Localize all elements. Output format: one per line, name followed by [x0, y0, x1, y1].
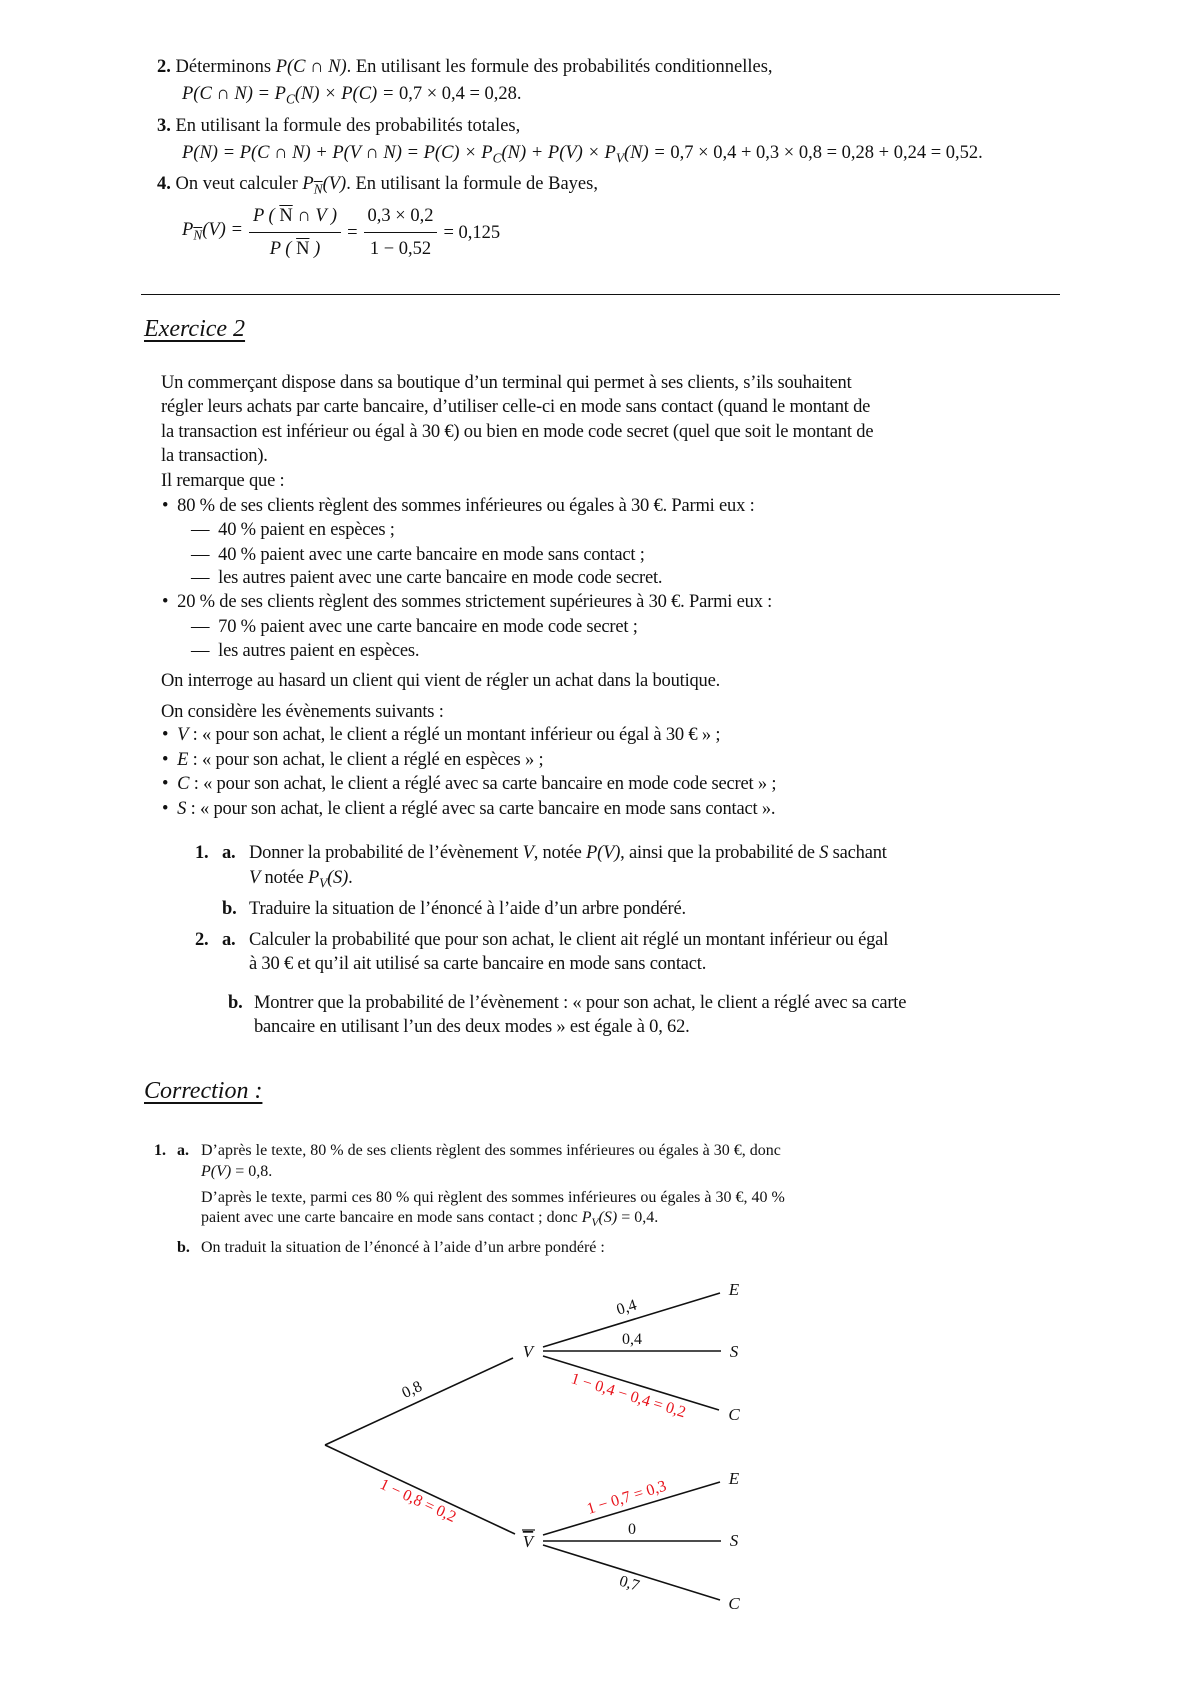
- text-segment: sachant: [828, 843, 887, 863]
- event-text: : « pour son achat, le client a réglé en espèces » ;: [188, 750, 544, 770]
- exercise-title: Exercice 2: [144, 316, 246, 342]
- bayes-den-2: 1 − 0,52: [369, 239, 432, 259]
- math-text: (S): [327, 868, 349, 888]
- math-text: V: [522, 843, 534, 863]
- math-text: P: [182, 219, 194, 240]
- text-segment: 2.: [157, 57, 176, 77]
- node-C: C: [728, 1405, 740, 1424]
- math-text: P: [581, 1209, 592, 1226]
- math-subscript: N: [193, 227, 203, 243]
- math-text: (S): [598, 1209, 618, 1226]
- weight-root-Vbar: 1 − 0,8 = 0,2: [377, 1475, 459, 1526]
- text-segment: On veut calculer: [175, 174, 303, 194]
- math-subscript: V: [591, 1217, 599, 1230]
- event-text: : « pour son achat, le client a réglé avec sa carte bancaire en mode sans contact ».: [186, 799, 776, 819]
- text-segment: , notée: [533, 843, 587, 863]
- weight-Vbar-C: 0,7: [617, 1572, 642, 1595]
- text-segment: = 0,8.: [231, 1163, 273, 1180]
- event-item: • E : « pour son achat, le client a réglé en espèces » ;: [162, 750, 544, 770]
- text-segment: 3.: [157, 116, 176, 136]
- text-segment: .: [348, 868, 353, 888]
- dash-text: 70 % paient avec une carte bancaire en mode code secret ;: [218, 617, 638, 637]
- node-S: S: [729, 1531, 739, 1550]
- text-segment: $\overline{N}$: [296, 239, 310, 259]
- weight-V-C: 1 − 0,4 − 0,4 = 0,2: [568, 1370, 688, 1422]
- para-line: la transaction).: [161, 446, 268, 466]
- text-segment: En utilisant la formule des probabilités totales,: [175, 116, 521, 136]
- event-item: • V : « pour son achat, le client a réglé un montant inférieur ou égal à 30 € » ;: [162, 725, 721, 745]
- dash-icon: —: [191, 617, 219, 637]
- event-item: • S : « pour son achat, le client a réglé avec sa carte bancaire en mode sans contact ».: [162, 799, 776, 819]
- para-line: la transaction est inférieur ou égal à 30 €) ou bien en mode code secret (quel que soit le montant de: [161, 422, 874, 442]
- math-text: P(C ∩ N) = P: [182, 84, 286, 104]
- weight-V-S: 0,4: [622, 1331, 642, 1348]
- q2b-text: bancaire en utilisant l’un des deux modes » est égale à 0, 62.: [254, 1017, 690, 1037]
- branch-root-Vbar: [325, 1445, 515, 1534]
- correction-number: 1.: [154, 1142, 166, 1159]
- math-text: ): [309, 239, 321, 259]
- event-text: : « pour son achat, le client a réglé avec sa carte bancaire en mode code secret » ;: [189, 774, 777, 794]
- text-segment: 4.: [157, 174, 176, 194]
- q1a-label: a.: [222, 843, 236, 863]
- remark: Il remarque que :: [161, 471, 285, 491]
- bullet-icon: •: [162, 496, 178, 516]
- math-text: V: [249, 868, 261, 888]
- node-S: S: [729, 1342, 739, 1361]
- para-line: Un commerçant dispose dans sa boutique d’un terminal qui permet à ses clients, s’ils souhaitent: [161, 373, 852, 393]
- text-segment: . En utilisant les formule des probabilités conditionnelles,: [346, 57, 773, 77]
- correction-b-text: On traduit la situation de l’énoncé à l’aide d’un arbre pondéré :: [201, 1239, 605, 1256]
- dash-icon: —: [191, 545, 219, 565]
- branch-root-V: [325, 1358, 513, 1445]
- weight-Vbar-E: 1 − 0,7 = 0,3: [584, 1477, 669, 1518]
- text-segment: 0,7 × 0,4 = 0,28.: [398, 84, 522, 104]
- math-text: (V): [322, 174, 347, 194]
- event-letter: S: [177, 799, 187, 819]
- bullet-text: 80 % de ses clients règlent des sommes inférieures ou égales à 30 €. Parmi eux :: [177, 496, 755, 516]
- q2a-label: a.: [222, 930, 236, 950]
- math-subscript: N: [313, 181, 323, 197]
- math-subscript: C: [285, 91, 295, 107]
- text-segment: , ainsi que la probabilité de: [620, 843, 820, 863]
- text-segment: notée: [260, 868, 309, 888]
- math-text: P: [308, 868, 320, 888]
- q1-number: 1.: [195, 843, 209, 863]
- node-C: C: [728, 1594, 740, 1613]
- dash-text: les autres paient en espèces.: [218, 641, 420, 661]
- text-segment: Donner la probabilité de l’évènement: [249, 843, 523, 863]
- math-text: (N) =: [624, 143, 671, 163]
- math-subscript: V: [615, 150, 624, 166]
- event-text: : « pour son achat, le client a réglé un montant inférieur ou égal à 30 € » ;: [188, 725, 721, 745]
- math-text: S: [819, 843, 829, 863]
- node-E: E: [728, 1280, 740, 1299]
- correction-title: Correction :: [144, 1078, 263, 1104]
- math-text: P(N) = P(C ∩ N) + P(V ∩ N) = P(C) × P: [182, 143, 493, 163]
- dash-text: 40 % paient en espèces ;: [218, 520, 395, 540]
- bullet-text: 20 % de ses clients règlent des sommes strictement supérieures à 30 €. Parmi eux :: [177, 592, 773, 612]
- correction-a-label: a.: [177, 1142, 189, 1159]
- math-text: P (: [269, 239, 297, 259]
- weight-Vbar-S: 0: [628, 1521, 636, 1538]
- event-letter: C: [177, 774, 190, 794]
- dash-text: 40 % paient avec une carte bancaire en mode sans contact ;: [218, 545, 645, 565]
- para-line: régler leurs achats par carte bancaire, d’utiliser celle-ci en mode sans contact (quand le montant de: [161, 397, 871, 417]
- correction-a-text: D’après le texte, 80 % de ses clients règlent des sommes inférieures ou égales à 30 €, donc: [201, 1142, 781, 1159]
- math-text: P: [302, 174, 314, 194]
- event-item: • C : « pour son achat, le client a réglé avec sa carte bancaire en mode code secret » ;: [162, 774, 777, 794]
- q1b-text: Traduire la situation de l’énoncé à l’aide d’un arbre pondéré.: [249, 899, 686, 919]
- math-subscript: C: [492, 150, 502, 166]
- text-segment: . En utilisant la formule de Bayes,: [346, 174, 598, 194]
- event-letter: E: [177, 750, 189, 770]
- node-V: V: [522, 1342, 534, 1361]
- correction-a-text: D’après le texte, parmi ces 80 % qui règlent des sommes inférieures ou égales à 30 €, 40 %: [201, 1189, 785, 1206]
- math-text: P(C ∩ N): [275, 57, 347, 77]
- node-Vbar: V: [522, 1532, 534, 1551]
- event-letter: V: [177, 725, 189, 745]
- bayes-result: = 0,125: [443, 222, 501, 243]
- math-text: (V) =: [202, 219, 243, 240]
- math-text: P(V): [201, 1163, 232, 1180]
- bayes-num-2: 0,3 × 0,2: [364, 203, 438, 233]
- text-segment: Déterminons: [175, 57, 276, 77]
- dash-icon: —: [191, 520, 219, 540]
- math-text: (N) + P(V) × P: [501, 143, 616, 163]
- math-text: ∩ V ): [292, 206, 338, 226]
- q2-number: 2.: [195, 930, 209, 950]
- weight-V-E: 0,4: [614, 1296, 639, 1319]
- text-segment: paient avec une carte bancaire en mode sans contact ; donc: [201, 1209, 582, 1226]
- math-text: (N) × P(C) =: [294, 84, 399, 104]
- dash-icon: —: [191, 568, 219, 588]
- math-text: P (: [252, 206, 280, 226]
- dash-icon: —: [191, 641, 219, 661]
- math-subscript: V: [319, 875, 328, 891]
- q2b-label: b.: [228, 993, 243, 1013]
- text-segment: 0,7 × 0,4 + 0,3 × 0,8 = 0,28 + 0,24 = 0,52.: [670, 143, 983, 163]
- correction-b-label: b.: [177, 1239, 190, 1256]
- interroge-text: On interroge au hasard un client qui vient de régler un achat dans la boutique.: [161, 671, 721, 691]
- math-text: P(V): [586, 843, 621, 863]
- bayes-equals: =: [347, 222, 358, 243]
- text-segment: = 0,4.: [617, 1209, 659, 1226]
- q1b-label: b.: [222, 899, 237, 919]
- considere-text: On considère les évènements suivants :: [161, 702, 444, 722]
- q2a-text: à 30 € et qu’il ait utilisé sa carte bancaire en mode sans contact.: [249, 954, 707, 974]
- weight-root-V: 0,8: [399, 1377, 425, 1402]
- dash-text: les autres paient avec une carte bancaire en mode code secret.: [218, 568, 663, 588]
- bullet-icon: •: [162, 592, 178, 612]
- text-segment: $\overline{N}$: [279, 206, 293, 226]
- q2b-text: Montrer que la probabilité de l’évènement : « pour son achat, le client a réglé avec sa carte: [254, 993, 907, 1013]
- node-E: E: [728, 1469, 740, 1488]
- q2a-text: Calculer la probabilité que pour son achat, le client ait réglé un montant inférieur ou égal: [249, 930, 889, 950]
